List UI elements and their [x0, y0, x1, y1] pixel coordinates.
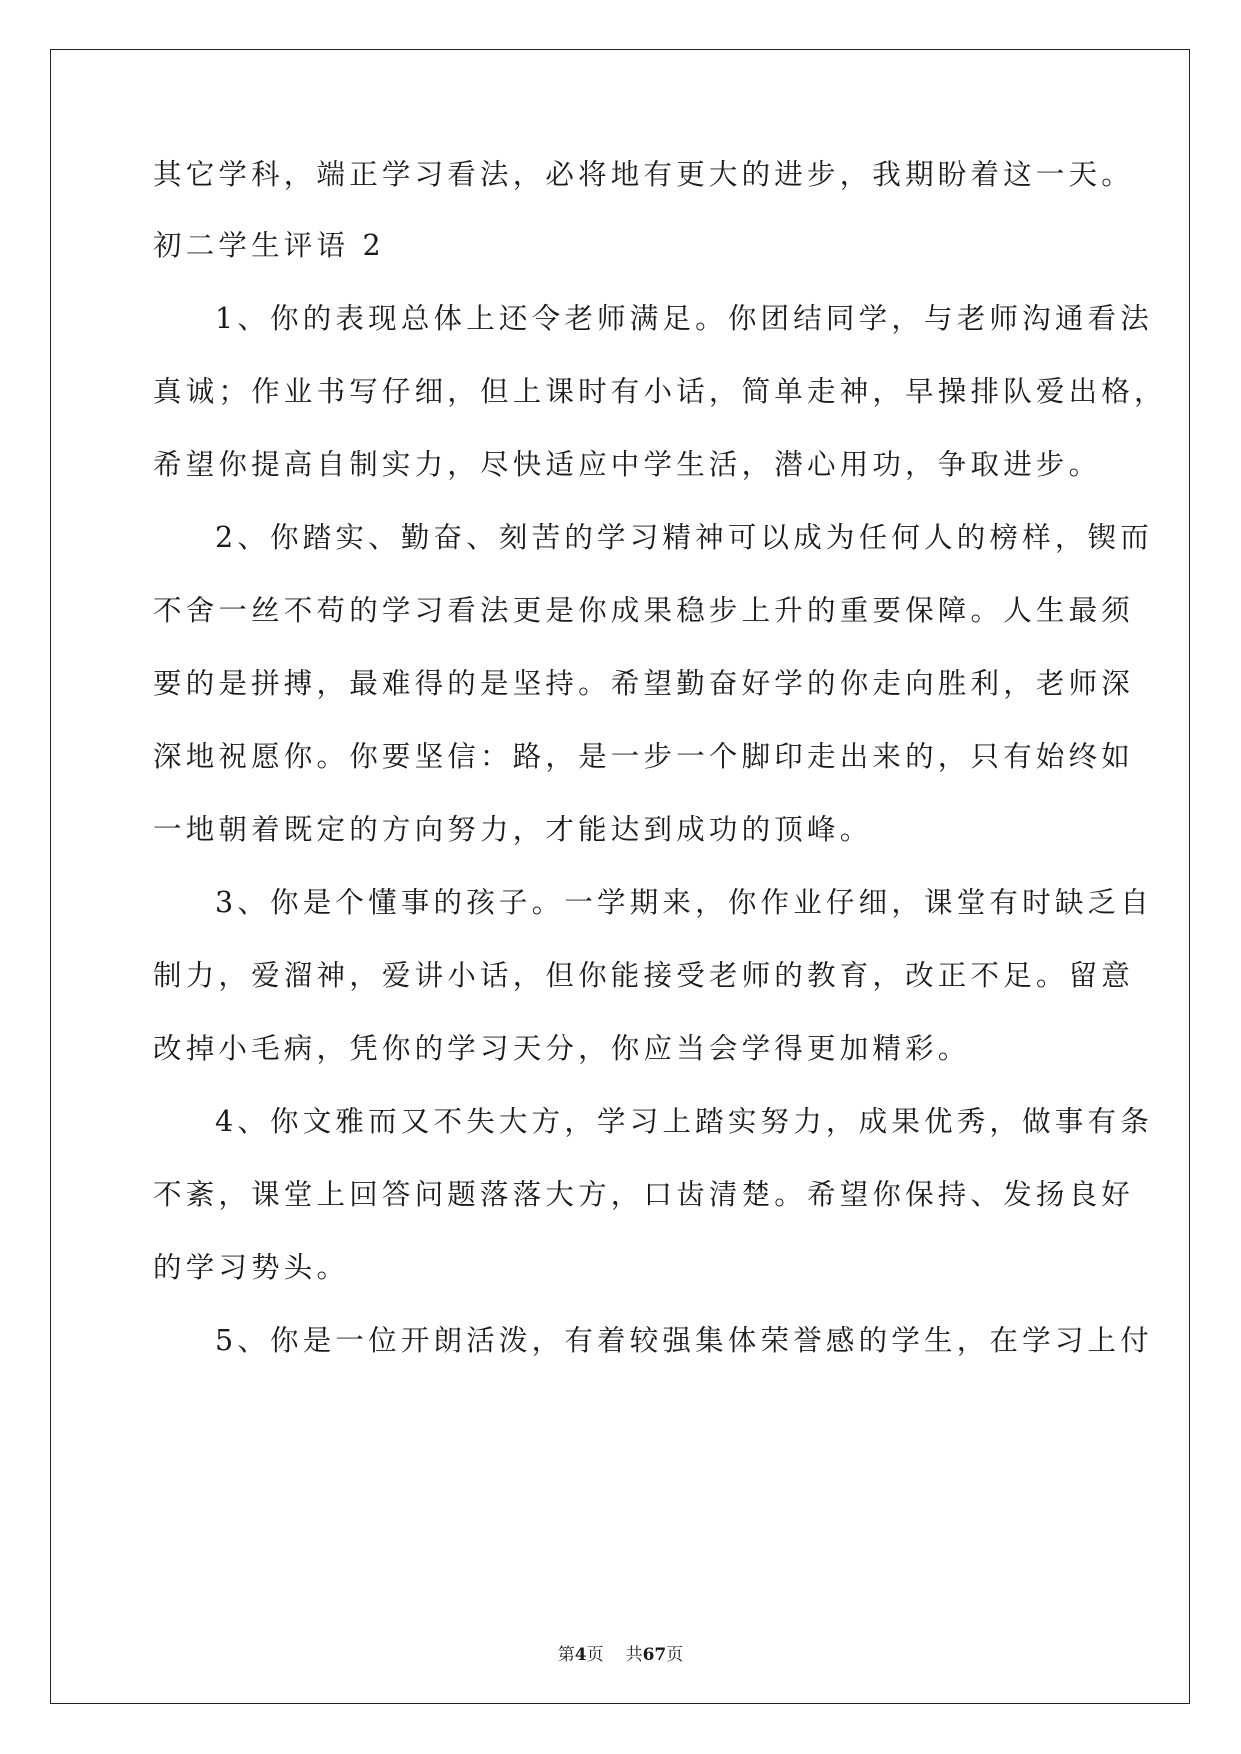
comment-2-line-2: 不舍一丝不苟的学习看法更是你成果稳步上升的重要保障。人生最须 — [153, 594, 1135, 627]
footer-total-pages: 67 — [642, 1645, 667, 1665]
text-line-1: 其它学科，端正学习看法，必将地有更大的进步，我期盼着这一天。 — [153, 158, 1135, 191]
comment-3-line-1: 3、你是个懂事的孩子。一学期来，你作业仔细，课堂有时缺乏自 — [215, 886, 1153, 919]
page-border — [50, 49, 1190, 1704]
footer-page-number: 4 — [574, 1645, 587, 1665]
page-footer — [0, 1644, 1241, 1666]
footer-page-suffix: 页 — [586, 1645, 604, 1665]
comment-4-line-3: 的学习势头。 — [153, 1251, 350, 1284]
comment-4-line-2: 不紊，课堂上回答问题落落大方，口齿清楚。希望你保持、发扬良好 — [153, 1178, 1135, 1211]
comment-1-line-3: 希望你提高自制实力，尽快适应中学生活，潜心用功，争取进步。 — [153, 448, 1102, 481]
comment-3-line-2: 制力，爱溜神，爱讲小话，但你能接受老师的教育，改正不足。留意 — [153, 959, 1135, 992]
comment-2-line-3: 要的是拼搏，最难得的是坚持。希望勤奋好学的你走向胜利，老师深 — [153, 667, 1135, 700]
comment-2-line-4: 深地祝愿你。你要坚信：路，是一步一个脚印走出来的，只有始终如 — [153, 740, 1135, 773]
section-heading: 初二学生评语 2 — [153, 229, 385, 262]
comment-2-line-1: 2、你踏实、勤奋、刻苦的学习精神可以成为任何人的榜样，锲而 — [215, 521, 1153, 554]
comment-5-line-1: 5、你是一位开朗活泼，有着较强集体荣誉感的学生，在学习上付 — [215, 1324, 1153, 1357]
footer-total-prefix: 共 — [625, 1645, 643, 1665]
footer-total-suffix: 页 — [666, 1645, 684, 1665]
comment-3-line-3: 改掉小毛病，凭你的学习天分，你应当会学得更加精彩。 — [153, 1032, 971, 1065]
comment-2-line-5: 一地朝着既定的方向努力，才能达到成功的顶峰。 — [153, 813, 873, 846]
comment-1-line-2: 真诚；作业书写仔细，但上课时有小话，简单走神，早操排队爱出格， — [153, 375, 1167, 408]
comment-1-line-1: 1、你的表现总体上还令老师满足。你团结同学，与老师沟通看法 — [215, 302, 1153, 335]
comment-4-line-1: 4、你文雅而又不失大方，学习上踏实努力，成果优秀，做事有条 — [215, 1105, 1153, 1138]
footer-page-prefix: 第 — [557, 1645, 575, 1665]
